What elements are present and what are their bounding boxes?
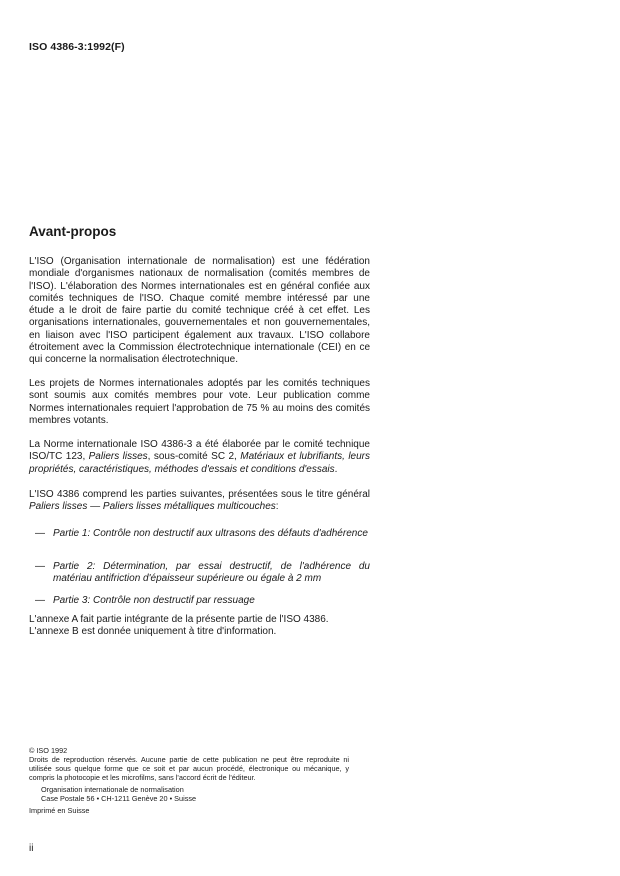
foreword-paragraph-5 — [29, 614, 370, 639]
document-header: ISO 4386-3:1992(F) — [29, 41, 125, 53]
organization-name: Organisation internationale de normalisation — [41, 785, 184, 794]
general-title: Paliers lisses — Paliers lisses métalliques multicouches — [29, 501, 276, 513]
committee-title: Paliers lisses — [88, 451, 148, 463]
copyright-notice: Droits de reproduction réservés. Aucune partie de cette publication ne peut être reproduite ni utilisée sous quelque forme que ce soit et par aucun procédé, électronique ou mécanique, y compris la photocopie et les microfilms, sans l'accord écrit de l'éditeur. — [29, 755, 349, 782]
list-item — [29, 595, 370, 607]
list-item-text: Partie 2: Détermination, par essai destructif, de l'adhérence du matériau antifriction d'épaisseur supérieure ou égale à 2 mm — [53, 561, 370, 585]
p4-text-after: : — [275, 501, 279, 513]
list-item — [29, 528, 370, 540]
list-dash: — — [35, 528, 45, 539]
list-item-text: Partie 3: Contrôle non destructif par ressuage — [53, 595, 255, 606]
copyright-footer — [29, 746, 349, 815]
list-item — [29, 561, 370, 586]
p4-text-before: L'ISO 4386 comprend les parties suivantes, présentées sous le titre général — [29, 489, 370, 500]
foreword-paragraph-2: Les projets de Normes internationales adoptés par les comités techniques sont soumis aux comités membres pour vote. Leur publication comme Normes internationales requiert l'approbation de 75 % au moins des comités membres votants. — [29, 378, 370, 426]
p3-text-before: La Norme internationale ISO 4386-3 a été élaborée par le comité technique ISO/TC 123, — [29, 439, 370, 463]
foreword-paragraph-1: L'ISO (Organisation internationale de normalisation) est une fédération mondiale d'organismes nationaux de normalisation (comités membres de l'ISO). L'élaboration des Normes internationales est en général confiée aux comités techniques de l'ISO. Chaque comité membre intéressé par une étude a le droit de faire partie du comité technique créé à cet effet. Les organisations internationales, gouvernementales et non gouvernementales, en liaison avec l'ISO participent également aux travaux. L'ISO collabore étroitement avec la Commission électrotechnique internationale (CEI) en ce qui concerne la normalisation électrotechnique. — [29, 256, 370, 366]
list-dash: — — [35, 595, 45, 606]
printed-in: Imprimé en Suisse — [29, 806, 90, 815]
section-title: Avant-propos — [29, 224, 117, 239]
foreword-paragraph-4 — [29, 489, 370, 514]
page-number: ii — [29, 843, 34, 854]
foreword-paragraph-3 — [29, 439, 370, 476]
p3-text-after: . — [334, 463, 338, 475]
subcommittee-title: Matériaux et lubrifiants, leurs propriétés, caractéristiques, méthodes d'essais et conditions d'essais — [29, 451, 370, 475]
organization-address: Case Postale 56 • CH-1211 Genève 20 • Suisse — [41, 794, 197, 803]
annex-a-line: L'annexe A fait partie intégrante de la présente partie de l'ISO 4386. — [29, 614, 329, 625]
p3-text-middle: , sous-comité SC 2, — [147, 451, 241, 463]
annex-b-line: L'annexe B est donnée uniquement à titre d'information. — [29, 626, 277, 638]
copyright-mark: © ISO 1992 — [29, 746, 68, 755]
list-item-text: Partie 1: Contrôle non destructif aux ultrasons des défauts d'adhérence — [53, 528, 368, 539]
list-dash: — — [35, 561, 45, 572]
